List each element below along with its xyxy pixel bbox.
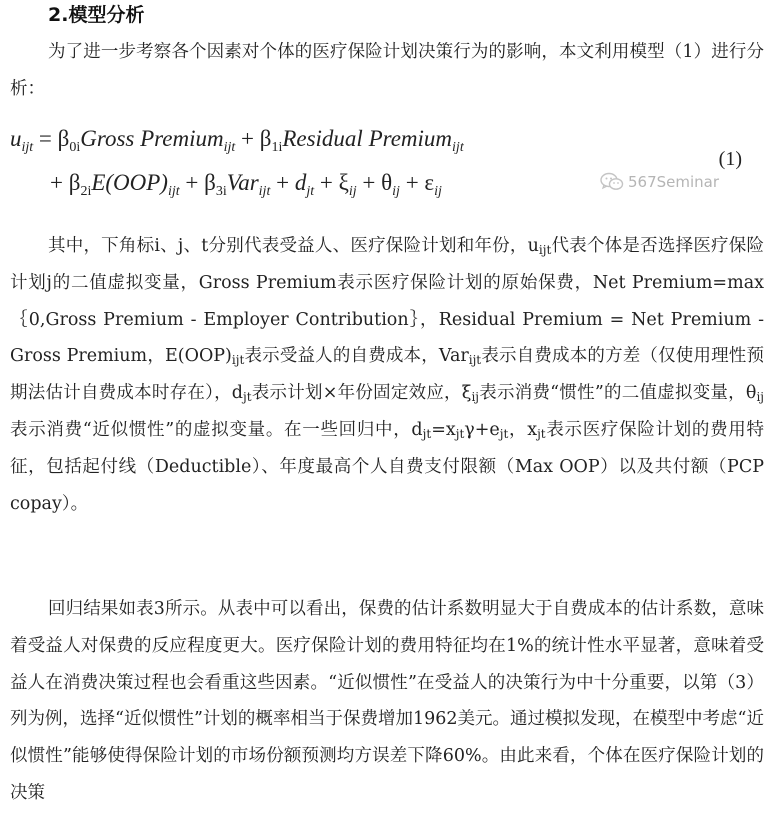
eq-plus: + bbox=[50, 170, 69, 195]
text-segment: 表示医疗保险计划的费用特征，包括起付线（Deductible）、年度最高个人自费支付限额（Max OOP）以及共付额（PCP copay）。 bbox=[10, 419, 764, 514]
subscript: jt bbox=[422, 426, 432, 441]
eq-beta: β bbox=[68, 170, 81, 195]
equation-line-1 bbox=[10, 126, 464, 155]
subscript: ijt bbox=[538, 243, 552, 257]
eq-sub: 1i bbox=[271, 140, 283, 155]
text-segment: 表示自费成本的方差（仅使用理性预期法估计自费成本时存在），d bbox=[10, 346, 764, 404]
eq-sub: ij bbox=[392, 184, 400, 199]
eq-beta: β bbox=[259, 126, 272, 151]
subscript: ij bbox=[471, 390, 479, 405]
eq-sub: 2i bbox=[80, 184, 92, 199]
eq-beta: β bbox=[57, 126, 70, 151]
subscript: jt bbox=[243, 390, 252, 405]
eq-sub: jt bbox=[306, 184, 315, 199]
text-segment: 表示受益人的自费成本，Var bbox=[244, 346, 469, 367]
eq-sub: ijt bbox=[167, 184, 180, 199]
eq-beta: β bbox=[204, 170, 216, 195]
eq-term-residual-premium: Residual Premium bbox=[282, 126, 453, 151]
eq-var-epsilon: ε bbox=[424, 170, 435, 195]
intro-paragraph: 为了进一步考察各个因素对个体的医疗保险计划决策行为的影响，本文利用模型（1）进行分析： bbox=[10, 42, 764, 99]
eq-sub: ij bbox=[434, 184, 442, 199]
equation-block bbox=[10, 118, 764, 218]
watermark-text: 567Seminar bbox=[628, 173, 720, 191]
equation-number: (1) bbox=[718, 148, 742, 170]
subscript: jt bbox=[499, 426, 509, 441]
eq-plus: + bbox=[235, 126, 260, 151]
subscript: jt bbox=[455, 426, 465, 441]
eq-plus: + bbox=[356, 170, 382, 195]
text-segment: 表示消费“近似惯性”的虚拟变量。在一些回归中，d bbox=[10, 419, 423, 440]
text-segment: 表示消费“惯性”的二值虚拟变量，θ bbox=[479, 383, 757, 404]
eq-equals: = bbox=[33, 126, 58, 151]
text-segment: γ+e bbox=[464, 419, 500, 440]
results-paragraph: 回归结果如表3所示。从表中可以看出，保费的估计系数明显大于自费成本的估计系数，意味着受益人对保费的反应程度更大。医疗保险计划的费用特征均在1%的统计性水平显著，意味着受益人在消费决策过程也会看重这些因素。“近似惯性”在受益人的决策行为中十分重要，以第（3）列为例，选择“近似惯性”计划的概率相当于保费增加1962美元。通过模拟发现，在模型中考虑“近似惯性”能够使得保险计划的市场份额预测均方误差下降60%。由此来看，个体在医疗保险计划的决策 bbox=[10, 599, 764, 803]
text-segment: 表示计划×年份固定效应，ξ bbox=[251, 383, 472, 404]
eq-sub: 3i bbox=[215, 184, 227, 199]
eq-var-xi: ξ bbox=[338, 170, 349, 195]
eq-plus: + bbox=[179, 170, 205, 195]
section-heading: 2.模型分析 bbox=[48, 4, 145, 26]
eq-term-expected-oop: E(OOP) bbox=[91, 170, 168, 195]
subscript: ijt bbox=[231, 353, 245, 368]
eq-sub: 0i bbox=[69, 140, 81, 155]
eq-var-d: d bbox=[294, 170, 307, 195]
equation-line-2 bbox=[50, 170, 442, 199]
text-segment: 其中，下角标i、j、t分别代表受益人、医疗保险计划和年份，u bbox=[48, 236, 539, 256]
eq-sub: ijt bbox=[258, 184, 271, 199]
watermark bbox=[600, 172, 719, 192]
text-segment: =x bbox=[431, 419, 456, 440]
text-segment: 代表个体是否选择医疗保险计划j的二值虚拟变量，Gross Premium表示医疗保险计划的原始保费，Net Premium=max｛0,Gross Premium - Employer Contribution｝，Residual Premium = Net Premium - Gross Premium，E(OOP) bbox=[10, 236, 764, 367]
subscript: ij bbox=[756, 390, 764, 405]
eq-sub: ij bbox=[348, 184, 357, 199]
definitions-paragraph bbox=[10, 228, 764, 522]
eq-term-gross-premium: Gross Premium bbox=[80, 126, 224, 151]
eq-plus: + bbox=[314, 170, 339, 195]
eq-plus: + bbox=[270, 170, 295, 195]
eq-term-var: Var bbox=[226, 170, 259, 195]
eq-var-u: u bbox=[10, 126, 22, 151]
eq-plus: + bbox=[399, 170, 425, 195]
subscript: ijt bbox=[468, 353, 482, 368]
wechat-icon bbox=[600, 172, 624, 192]
text-segment: ，x bbox=[508, 419, 538, 440]
eq-sub: ijt bbox=[21, 140, 34, 155]
eq-var-theta: θ bbox=[381, 170, 393, 195]
eq-sub: ijt bbox=[452, 140, 464, 155]
eq-sub: ijt bbox=[223, 140, 236, 155]
subscript: jt bbox=[537, 426, 546, 441]
